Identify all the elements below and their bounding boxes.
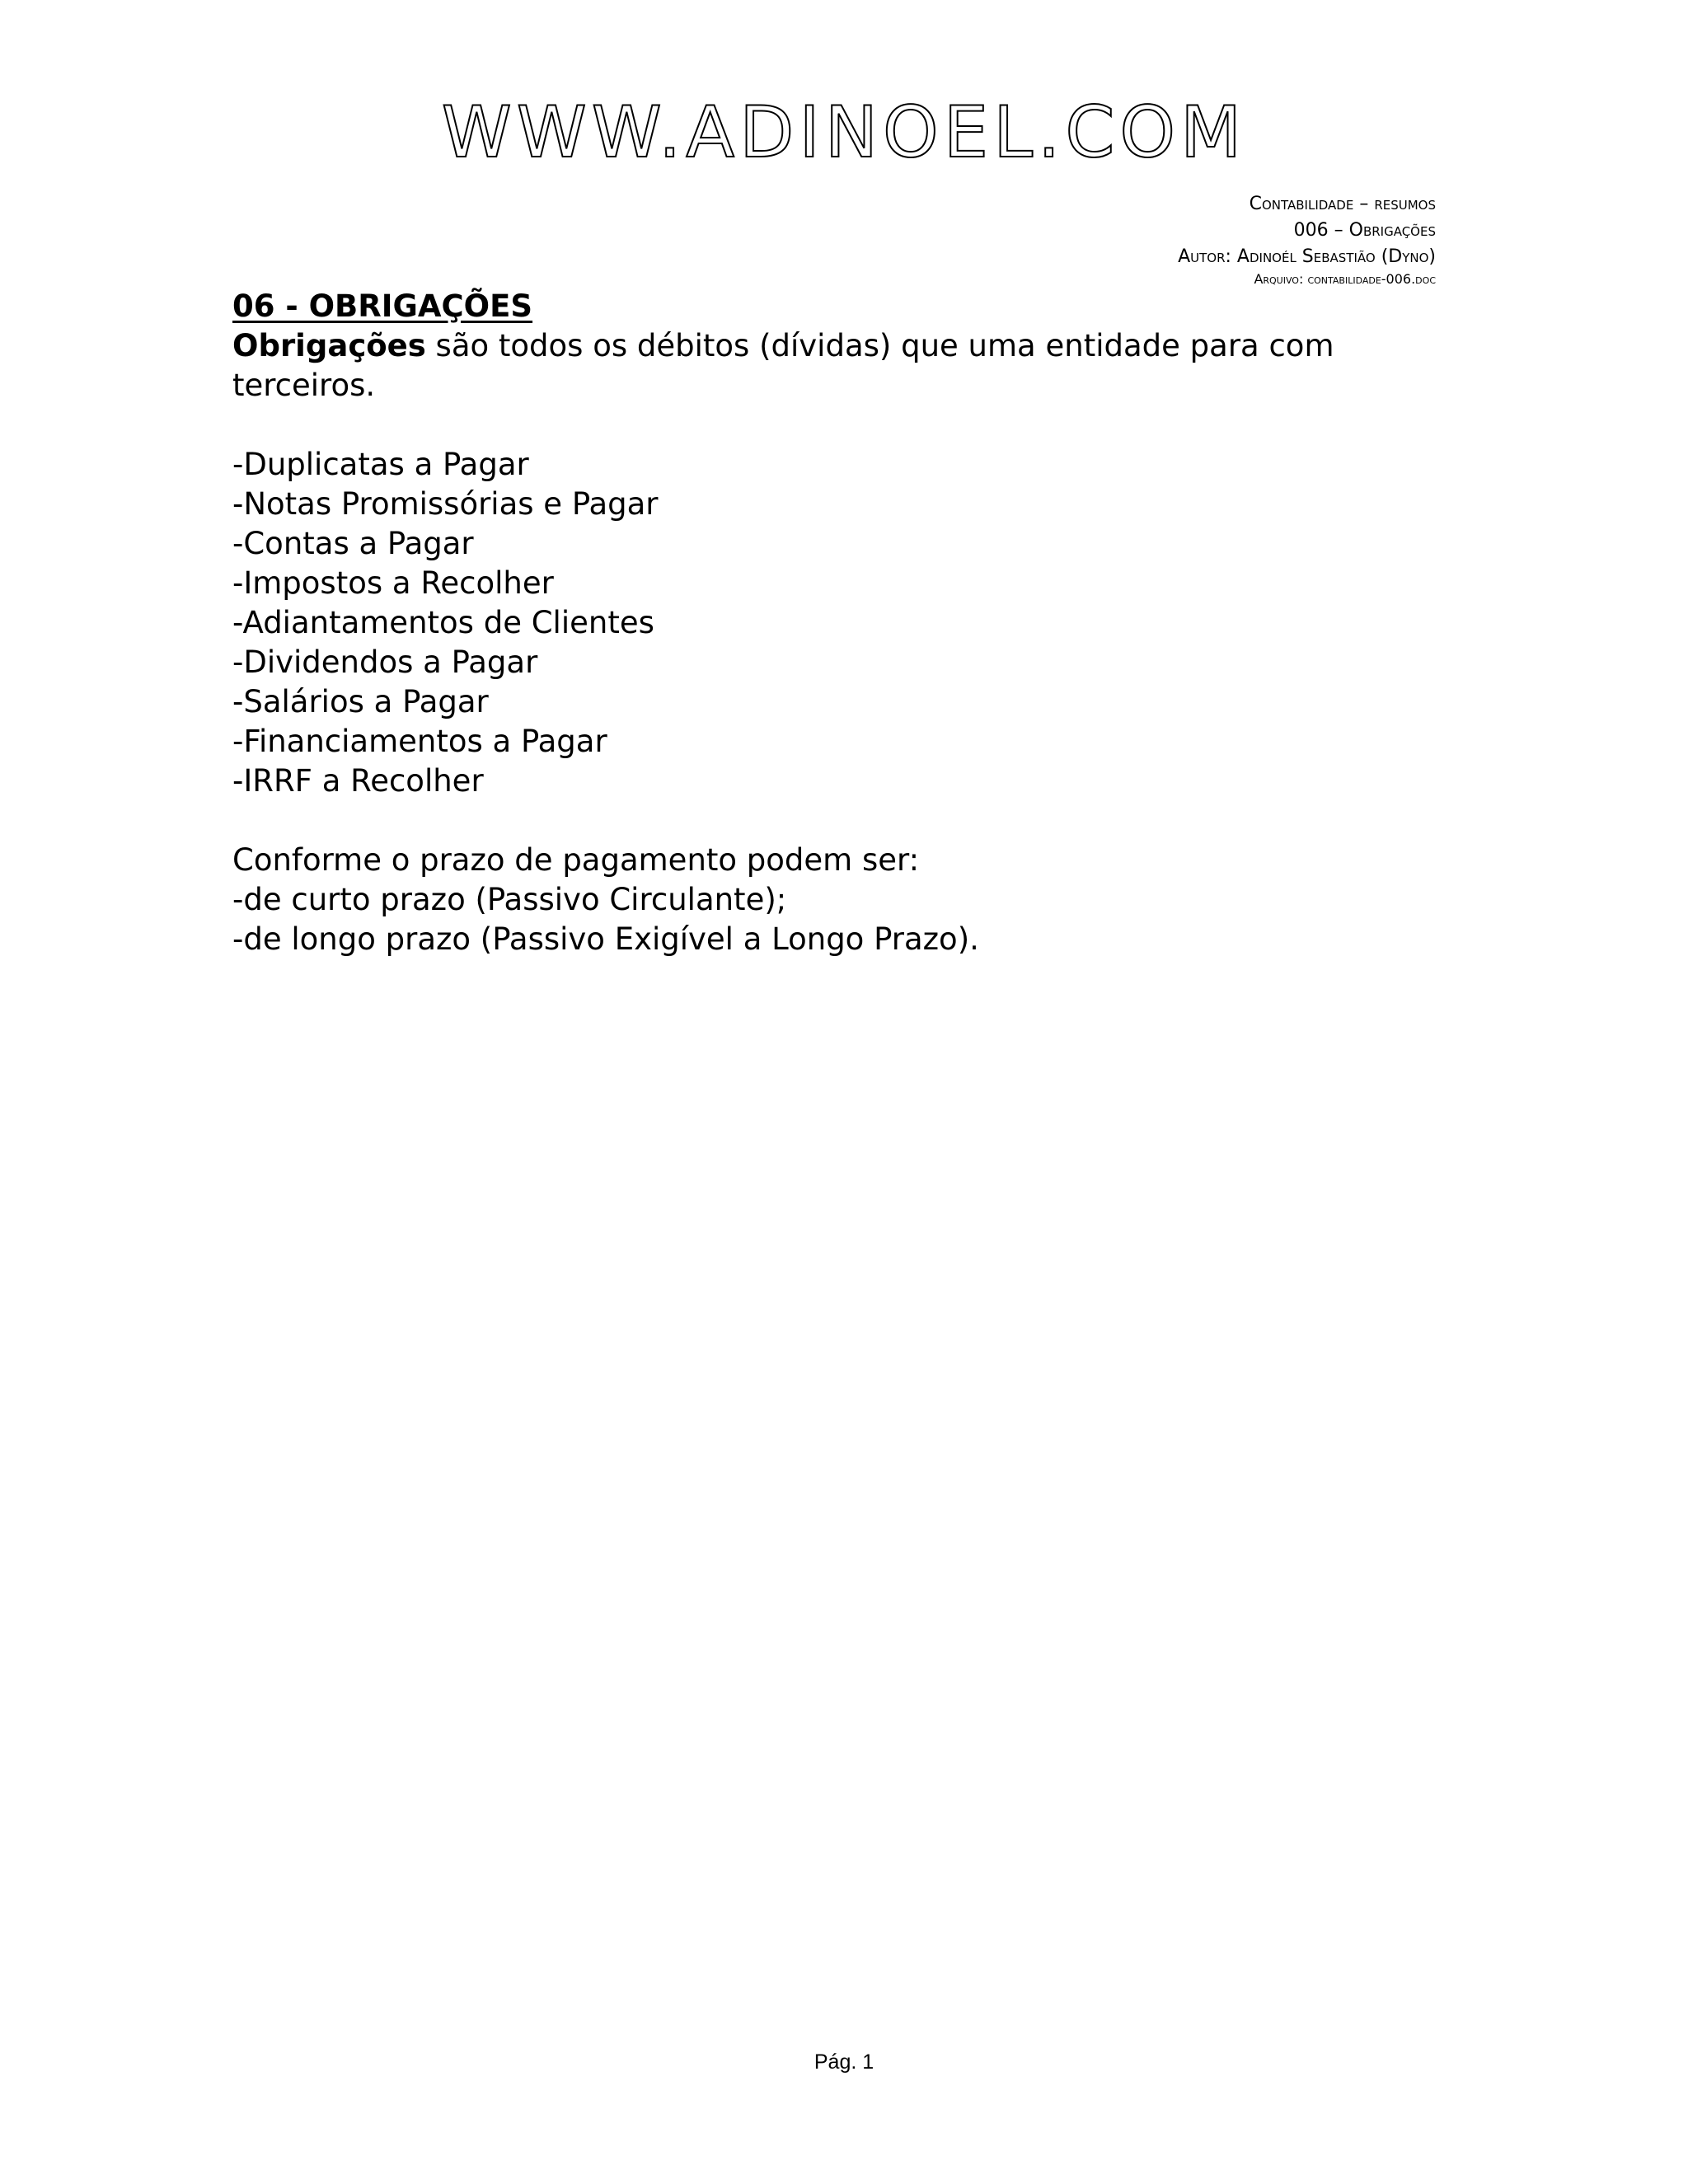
list-item: -Salários a Pagar bbox=[232, 684, 489, 719]
obligations-list bbox=[232, 445, 1452, 801]
spacer bbox=[232, 405, 1452, 445]
intro-paragraph bbox=[232, 326, 1452, 405]
document-body bbox=[232, 287, 1452, 959]
list-item: -IRRF a Recolher bbox=[232, 763, 484, 799]
header-author: Autor: Adinoél Sebastião (Dyno) bbox=[1178, 246, 1436, 267]
site-watermark: WWW.ADINOEL.COM bbox=[441, 91, 1247, 174]
intro-term: Obrigações bbox=[232, 328, 426, 363]
list-item: -Adiantamentos de Clientes bbox=[232, 605, 654, 640]
prazo-short-term: -de curto prazo (Passivo Circulante); bbox=[232, 882, 787, 917]
list-item: -Impostos a Recolher bbox=[232, 565, 554, 601]
page-title: 06 - OBRIGAÇÕES bbox=[232, 288, 533, 324]
page-number: Pág. 1 bbox=[814, 2050, 874, 2074]
intro-text: são todos os débitos (dívidas) que uma entidade para com terceiros. bbox=[232, 328, 1334, 403]
prazo-long-term: -de longo prazo (Passivo Exigível a Longo Prazo). bbox=[232, 921, 979, 957]
header-subject: Contabilidade – resumos bbox=[1249, 194, 1436, 214]
list-item: -Contas a Pagar bbox=[232, 526, 474, 561]
prazo-intro: Conforme o prazo de pagamento podem ser: bbox=[232, 842, 920, 878]
header-filename: Arquivo: contabilidade-006.doc bbox=[1254, 271, 1436, 287]
document-header bbox=[1178, 191, 1436, 288]
spacer bbox=[232, 801, 1452, 841]
list-item: -Dividendos a Pagar bbox=[232, 644, 538, 680]
list-item: -Duplicatas a Pagar bbox=[232, 447, 529, 482]
list-item: -Notas Promissórias e Pagar bbox=[232, 486, 659, 522]
header-chapter: 006 – Obrigações bbox=[1293, 220, 1436, 241]
list-item: -Financiamentos a Pagar bbox=[232, 724, 607, 759]
prazo-paragraph bbox=[232, 841, 1452, 959]
